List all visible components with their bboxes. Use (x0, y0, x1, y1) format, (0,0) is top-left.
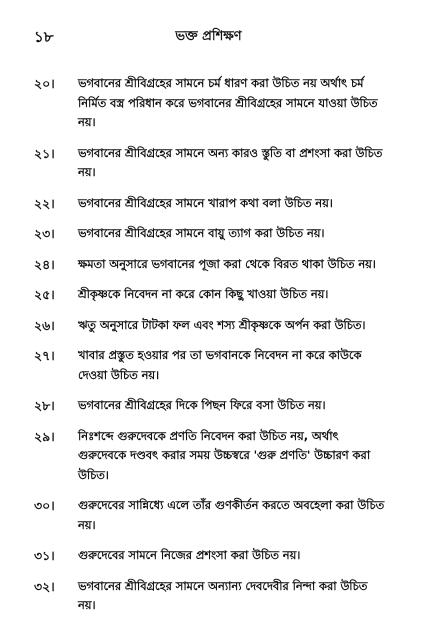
rule-text: খাবার প্রস্তুত হওয়ার পর তা ভগবানকে নিবেদন না করে কাউকে দেওয়া উচিত নয়। (78, 348, 362, 382)
rule-item (34, 194, 386, 214)
rule-number: ৩২। (34, 578, 55, 594)
page-header (34, 26, 383, 46)
rule-text: ভগবানের শ্রীবিগ্রহের সামনে খারাপ কথা বলা উচিত নয়। (78, 195, 333, 210)
rule-item (34, 74, 386, 133)
rule-number: ২৯। (34, 428, 55, 444)
rule-item (34, 546, 386, 566)
rule-item (34, 224, 386, 244)
rule-number: ২৪। (34, 256, 55, 272)
rule-text: গুরুদেবের সান্নিধ্যে এলে তাঁর গুণকীর্তন করতে অবহেলা করা উচিত নয়। (78, 498, 385, 532)
rule-number: ২৬। (34, 317, 55, 333)
rule-number: ২১। (34, 145, 55, 161)
rule-text: ক্ষমতা অনুসারে ভগবানের পূজা করা থেকে বিরত থাকা উচিত নয়। (78, 256, 376, 271)
rule-number: ২৩। (34, 226, 55, 241)
rule-number: ২২। (34, 195, 55, 211)
rule-item (34, 255, 386, 275)
page-number: ১৮ (34, 28, 54, 46)
rule-text: ভগবানের শ্রীবিগ্রহের সামনে অন্য কারও স্তুতি বা প্রশংসা করা উচিত নয়। (78, 145, 383, 179)
rule-item (34, 577, 386, 616)
rule-text: ভগবানের শ্রীবিগ্রহের সামনে চর্ম ধারণ করা উচিত নয় অর্থাৎ চর্ম নির্মিত বস্ত্র পরিধান করে ভগবানের শ্রীবিগ্রহের সামনে যাওয়া উচিত নয়। (78, 76, 378, 129)
rule-number: ২০। (34, 76, 55, 91)
rule-number: ৩০। (34, 498, 55, 513)
rule-number: ২৮। (34, 398, 55, 413)
running-title: ভক্ত প্রশিক্ষণ (175, 29, 242, 44)
rule-text: শ্রীকৃষ্ণকে নিবেদন না করে কোন কিছু খাওয়া উচিত নয়। (78, 287, 329, 301)
rule-item (34, 316, 386, 336)
rules-list (34, 74, 386, 627)
rule-number: ২৫। (34, 287, 55, 302)
rule-item (34, 144, 386, 183)
rule-text: ভগবানের শ্রীবিগ্রহের সামনে অন্যান্য দেবদেবীর নিন্দা করা উচিত নয়। (78, 578, 368, 612)
rule-number: ২৭। (34, 348, 55, 363)
rule-text: ঋতু অনুসারে টাটকা ফল এবং শস্য শ্রীকৃষ্ণকে অর্পন করা উচিত। (78, 317, 366, 332)
rule-text: ভগবানের শ্রীবিগ্রহের সামনে বায়ু ত্যাগ করা উচিত নয়। (78, 226, 325, 240)
rule-text: নিঃশব্দে গুরুদেবকে প্রণতি নিবেদন করা উচিত নয়, অর্থাৎ গুরুদেবকে দণ্ডবৎ করার সময় উচ্চস্বরে 'গুরু প্রণতি' উচ্চারণ করা উচিত। (78, 428, 371, 482)
rule-item (34, 396, 386, 416)
rule-item (34, 427, 386, 486)
rule-text: গুরুদেবের সামনে নিজের প্রশংসা করা উচিত নয়। (78, 548, 301, 562)
rule-number: ৩১। (34, 548, 55, 563)
rule-item (34, 285, 386, 305)
rule-text: ভগবানের শ্রীবিগ্রহের দিকে পিছন ফিরে বসা উচিত নয়। (78, 398, 326, 412)
rule-item (34, 496, 386, 535)
rule-item (34, 346, 386, 385)
